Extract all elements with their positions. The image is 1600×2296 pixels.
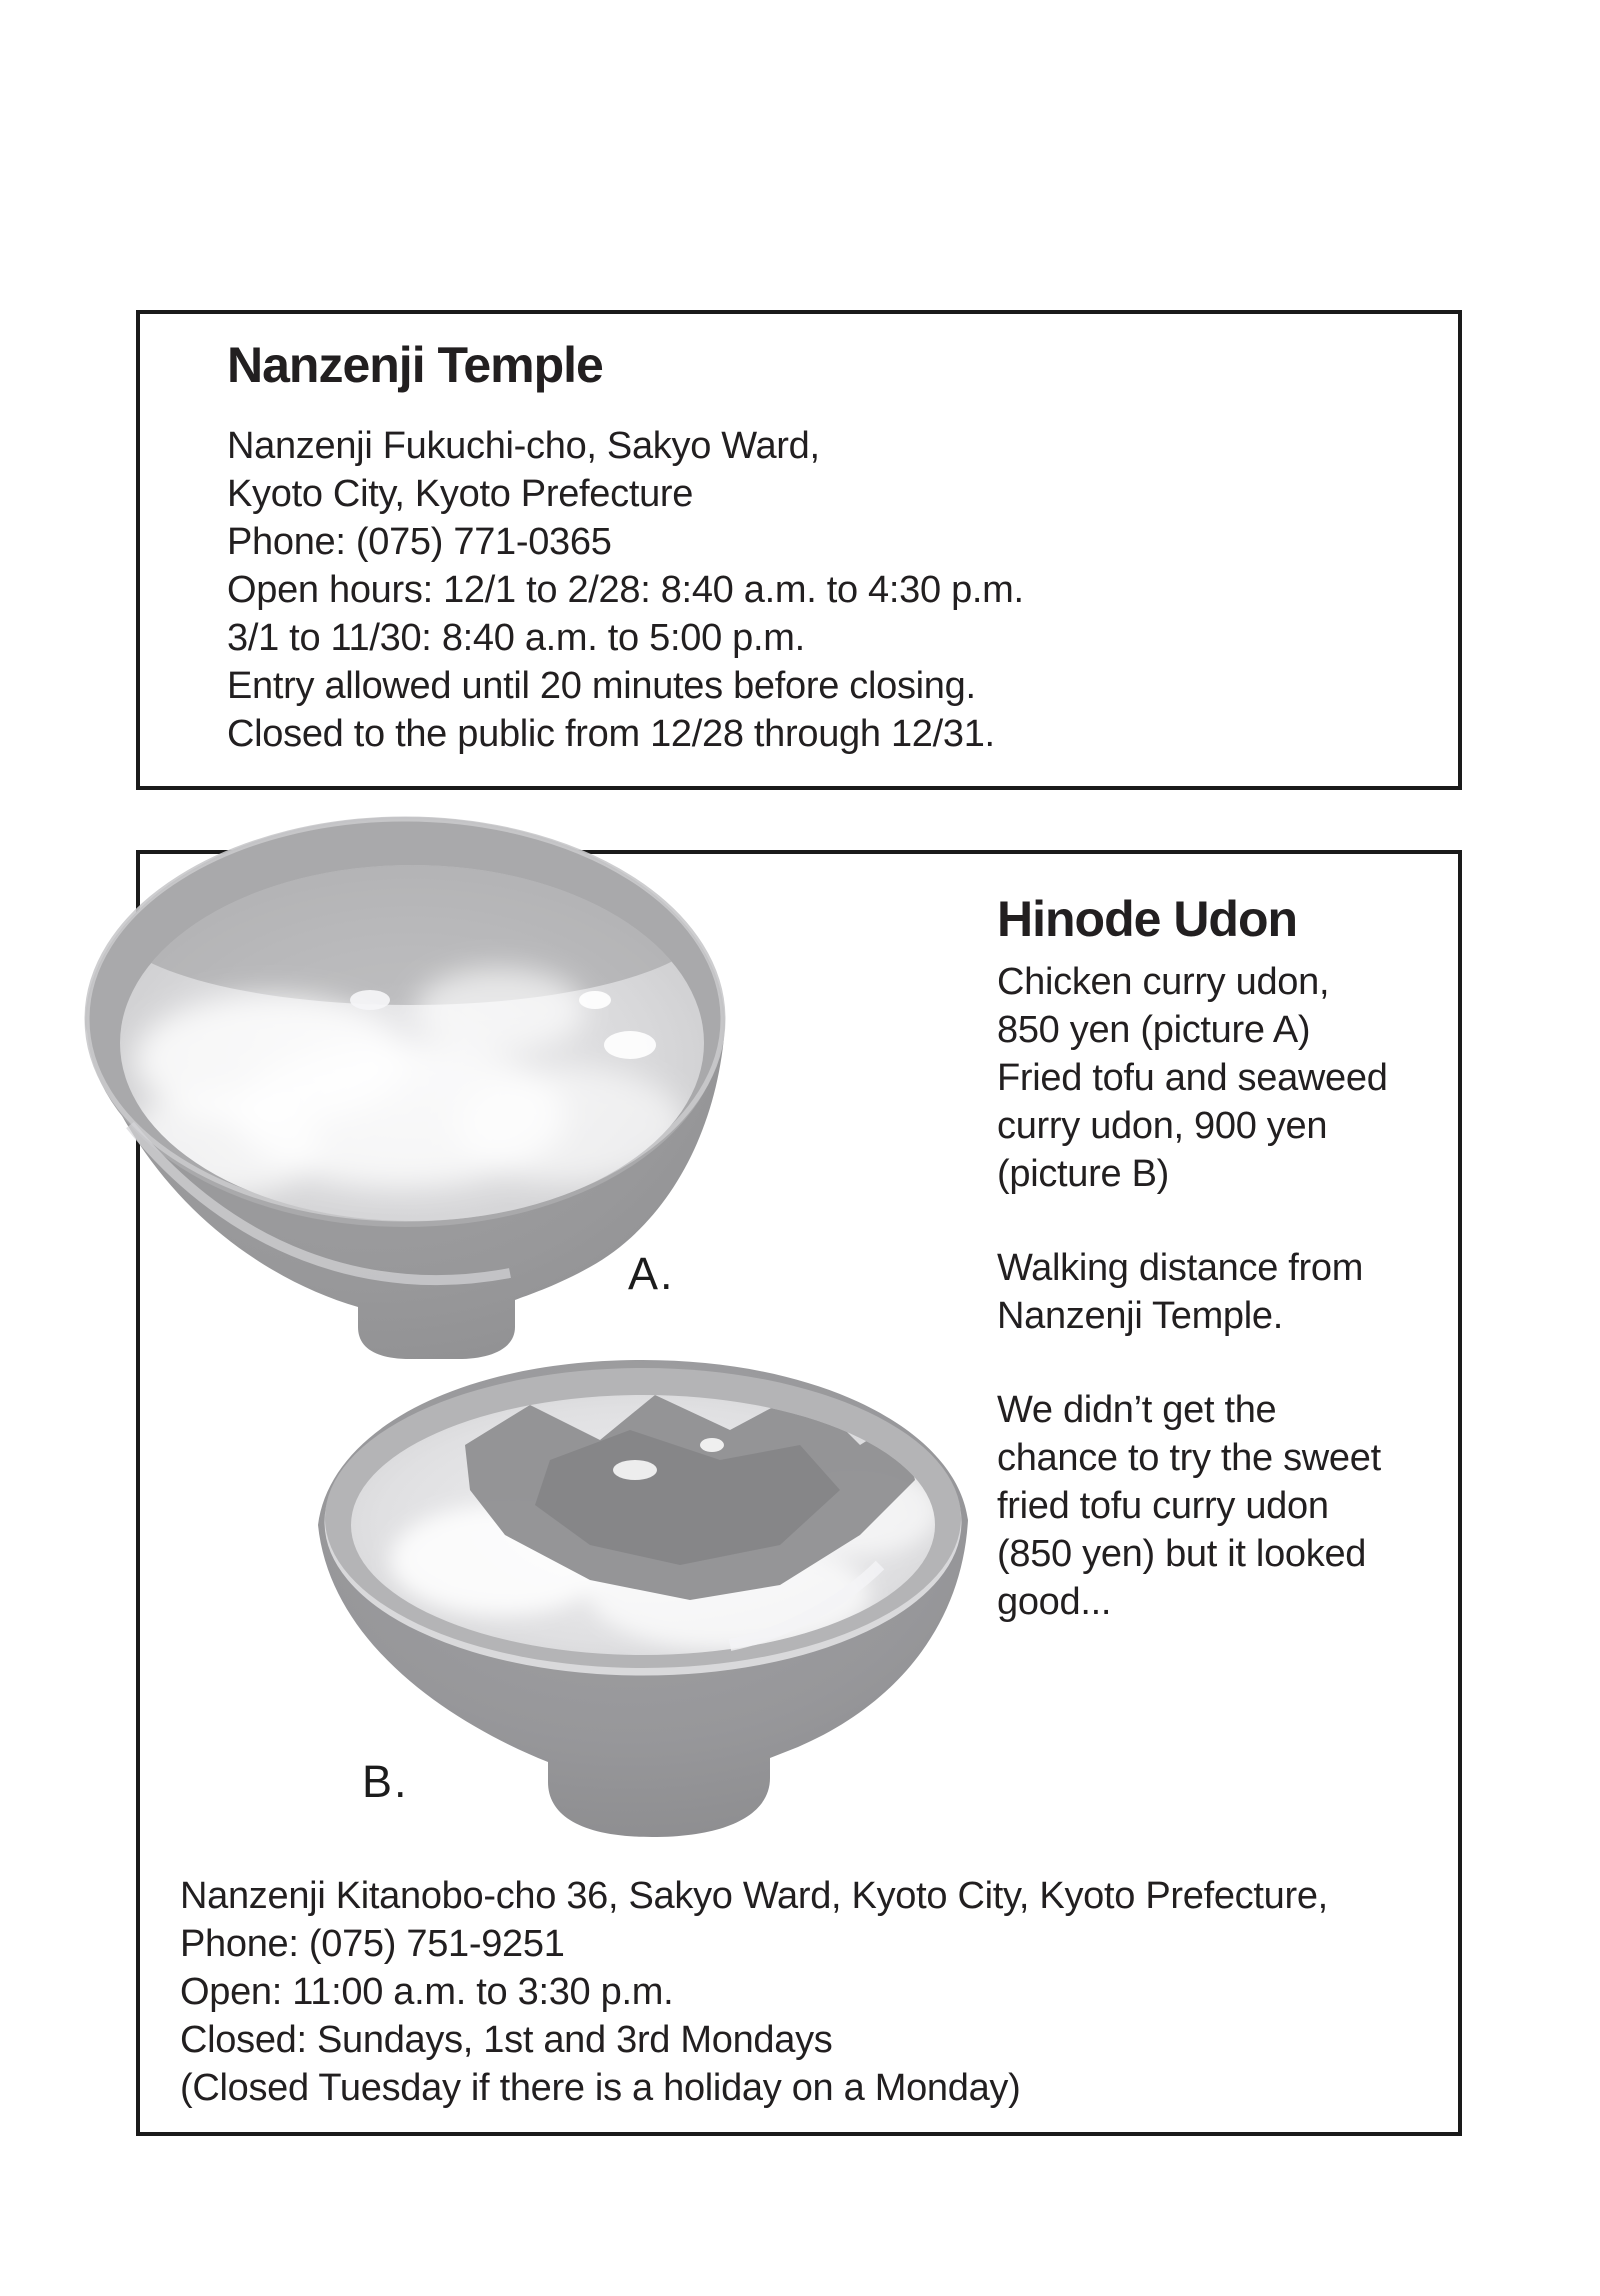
- note-line: We didn’t get the: [997, 1389, 1277, 1431]
- restaurant-address-line: Nanzenji Kitanobo-cho 36, Sakyo Ward, Kyoto City, Kyoto Prefecture,: [180, 1875, 1328, 1917]
- temple-info-box: [136, 310, 1462, 790]
- temple-details: [227, 422, 1024, 758]
- note-line: chance to try the sweet: [997, 1437, 1381, 1479]
- restaurant-description: [997, 958, 1388, 1672]
- temple-hours-line: 3/1 to 11/30: 8:40 a.m. to 5:00 p.m.: [227, 617, 805, 659]
- temple-title: Nanzenji Temple: [227, 337, 603, 393]
- restaurant-holiday-line: (Closed Tuesday if there is a holiday on a Monday): [180, 2067, 1021, 2109]
- photo-label-b: B.: [362, 1756, 409, 1807]
- distance-line: Nanzenji Temple.: [997, 1295, 1283, 1337]
- distance-line: Walking distance from: [997, 1247, 1364, 1289]
- menu-line: Chicken curry udon,: [997, 961, 1330, 1003]
- temple-hours-line: Open hours: 12/1 to 2/28: 8:40 a.m. to 4:30 p.m.: [227, 569, 1024, 611]
- photo-label-a: A.: [628, 1248, 675, 1299]
- restaurant-phone-line: Phone: (075) 751-9251: [180, 1923, 565, 1965]
- distance-paragraph: [997, 1244, 1388, 1340]
- note-line: (850 yen) but it looked: [997, 1533, 1367, 1575]
- menu-line: (picture B): [997, 1153, 1169, 1195]
- note-line: fried tofu curry udon: [997, 1485, 1329, 1527]
- temple-entry-line: Entry allowed until 20 minutes before closing.: [227, 665, 976, 707]
- temple-address-line: Nanzenji Fukuchi-cho, Sakyo Ward,: [227, 425, 820, 467]
- menu-line: Fried tofu and seaweed: [997, 1057, 1388, 1099]
- note-paragraph: [997, 1386, 1388, 1626]
- note-line: good...: [997, 1581, 1112, 1623]
- restaurant-closed-line: Closed: Sundays, 1st and 3rd Mondays: [180, 2019, 833, 2061]
- temple-phone-line: Phone: (075) 771-0365: [227, 521, 612, 563]
- restaurant-title: Hinode Udon: [997, 891, 1298, 947]
- temple-address-line: Kyoto City, Kyoto Prefecture: [227, 473, 694, 515]
- menu-line: 850 yen (picture A): [997, 1009, 1311, 1051]
- menu-line: curry udon, 900 yen: [997, 1105, 1328, 1147]
- menu-paragraph: [997, 958, 1388, 1198]
- restaurant-details: [180, 1872, 1328, 2112]
- temple-closed-line: Closed to the public from 12/28 through 12/31.: [227, 713, 995, 755]
- restaurant-open-line: Open: 11:00 a.m. to 3:30 p.m.: [180, 1971, 674, 2013]
